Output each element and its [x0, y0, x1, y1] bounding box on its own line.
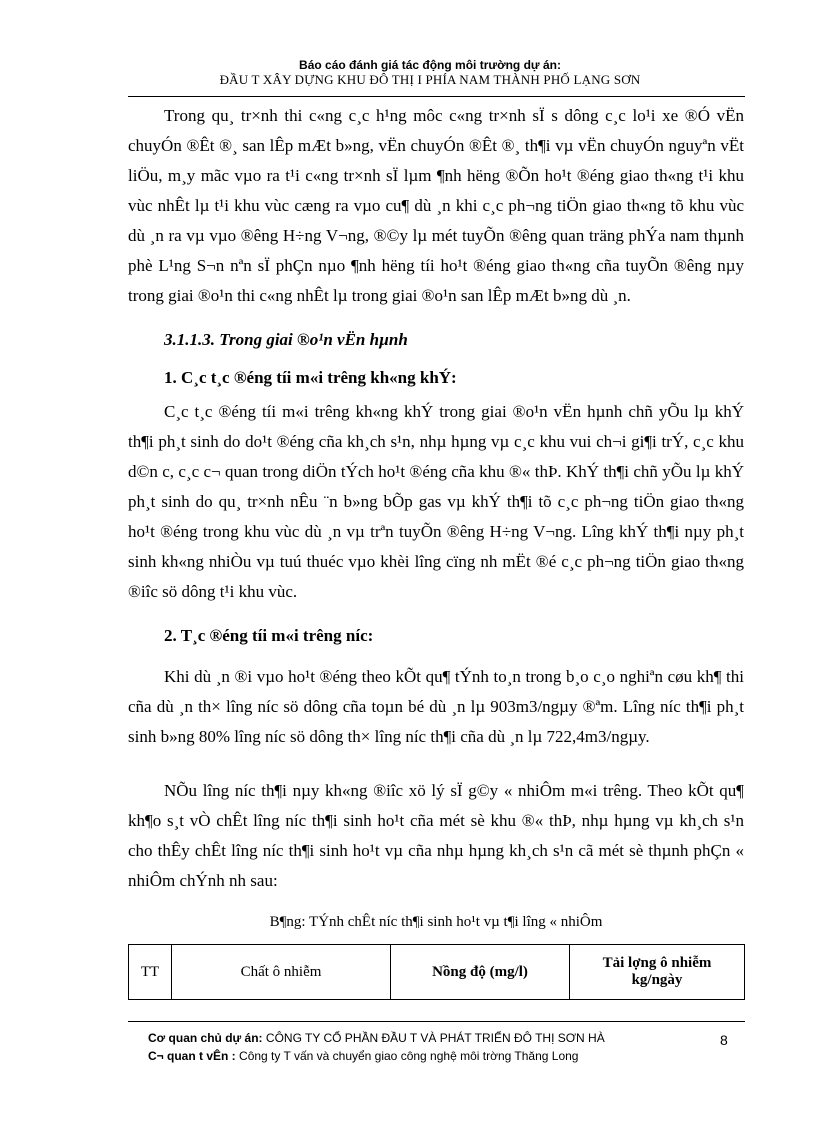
- footer-owner: [148, 1030, 605, 1046]
- header-rule: [128, 96, 745, 97]
- paragraph-air: [128, 397, 744, 607]
- page-header: [130, 58, 730, 88]
- table-header-row: [129, 945, 745, 1000]
- section-heading-operation: 3.1.1.3. Trong giai ®o¹n vËn hµnh: [164, 330, 408, 349]
- header-title: Báo cáo đánh giá tác động môi trường dự án:: [299, 58, 561, 72]
- paragraph-water-pollution: [128, 776, 744, 896]
- footer-rule: [128, 1021, 745, 1022]
- paragraph-construction: [128, 101, 744, 311]
- footer-consultant-value: Công ty T vấn và chuyển giao công nghệ môi trờng Thăng Long: [239, 1049, 579, 1063]
- footer-consultant-label: C¬ quan t vÊn :: [148, 1049, 236, 1063]
- footer-owner-value: CÔNG TY CỔ PHẦN ĐẦU T VÀ PHÁT TRIỂN ĐÔ THỊ SƠN HÀ: [265, 1031, 605, 1045]
- header-project: ĐẦU T XÂY DỰNG KHU ĐÔ THỊ I PHÍA NAM THÀNH PHỐ LẠNG SƠN: [219, 72, 641, 87]
- col-pollutant: Chất ô nhiễm: [172, 945, 391, 1000]
- col-load-line1: Tải lợng ô nhiễm: [602, 955, 712, 971]
- section-heading-water: 2. T¸c ®éng tíi m«i trêng níc:: [164, 626, 374, 645]
- paragraph-text: Khi dù ¸n ®i vµo ho¹t ®éng theo kÕt qu¶ tÝnh to¸n trong b¸o c¸o nghiªn cøu kh¶ thi cña dù ¸n th× lîng níc sö dông cña toµn bé dù ¸n lµ 903m3/ngµy ®ªm. Lîng níc th¶i ph¸t sinh b»ng 80% lîng níc sö dông th× lîng níc th¶i cña dù ¸n lµ 722,4m3/ngµy.: [128, 667, 744, 746]
- section-heading-air: 1. C¸c t¸c ®éng tíi m«i trêng kh«ng khÝ:: [164, 368, 457, 387]
- paragraph-water-volume: [128, 662, 744, 752]
- page-number: 8: [720, 1032, 728, 1048]
- paragraph-text: C¸c t¸c ®éng tíi m«i trêng kh«ng khÝ trong giai ®o¹n vËn hµnh chñ yÕu lµ khÝ th¶i ph¸t sinh do do¹t ®éng cña kh¸ch s¹n, nhµ hµng vµ c¸c khu vui ch¬i gi¶i trÝ, c¸c khu d©n c, c¸c c¬ quan trong diÖn tÝch ho¹t ®éng cña khu ®« thÞ. KhÝ th¶i chñ yÕu lµ khÝ ph¸t sinh do qu¸ tr×nh nÊu ¨n b»ng bÕp gas vµ khÝ th¶i tõ c¸c ph¬ng tiÖn giao th«ng ho¹t ®éng trong khu vùc dù ¸n vµ trªn tuyÕn ®êng H÷ng V¬ng. Lîng khÝ th¶i nµy ph¸t sinh kh«ng nhiÒu vµ tuú thuéc vµo khèi lîng cïng nh mËt ®é c¸c ph¬ng tiÖn giao th«ng ®iîc sö dông t¹i khu vùc.: [128, 402, 744, 601]
- col-load: [570, 945, 745, 1000]
- col-load-line2: kg/ngày: [631, 972, 683, 988]
- paragraph-text: Trong qu¸ tr×nh thi c«ng c¸c h¹ng môc c«ng tr×nh sÏ s dông c¸c lo¹i xe ®Ó vËn chuyÓn ®Êt ®¸ san lÊp mÆt b»ng, vËn chuyÓn ®Êt ®¸ th¶i vµ vËn chuyÓn nguyªn vËt liÖu, m¸y mãc vµo ra t¹i c«ng tr×nh sÏ lµm ¶nh hëng ®Õn ho¹t ®éng giao th«ng t¹i khu vùc nhÊt lµ t¹i khu vùc cæng ra vµo cu¶ dù ¸n khi c¸c ph¬ng tiÖn giao th«ng tõ khu vùc dù ¸n ra vµ vµo ®êng H÷ng V¬ng, ®©y lµ mét tuyÕn ®êng quan träng phÝa nam thµnh phè L¹ng S¬n nªn sÏ phÇn nµo ¶nh hëng tíi ho¹t ®éng giao th«ng cña tuyÕn ®êng nµy trong giai ®o¹n thi c«ng nhÊt lµ trong giai ®o¹n san lÊp mÆt b»ng dù ¸n.: [128, 106, 744, 305]
- table-caption: B¶ng: TÝnh chÊt níc th¶i sinh ho¹t vµ t¶i lîng « nhiÔm: [269, 914, 603, 930]
- footer-consultant: [148, 1048, 578, 1064]
- pollutant-table: [128, 944, 745, 1000]
- col-tt: TT: [129, 945, 172, 1000]
- col-concentration: Nồng độ (mg/l): [391, 945, 570, 1000]
- footer-owner-label: Cơ quan chủ dự án:: [148, 1031, 263, 1045]
- paragraph-text: NÕu lîng níc th¶i nµy kh«ng ®iîc xö lý sÏ g©y « nhiÔm m«i trêng. Theo kÕt qu¶ kh¶o s¸t vÒ chÊt lîng níc th¶i sinh ho¹t cña mét sè khu ®« thÞ, nhµ hµng vµ kh¸ch s¹n cho thÊy chÊt lîng níc th¶i sinh ho¹t vµ cña nhµ hµng kh¸ch s¹n cã mét sè thµnh phÇn « nhiÔm chÝnh nh sau:: [128, 781, 744, 890]
